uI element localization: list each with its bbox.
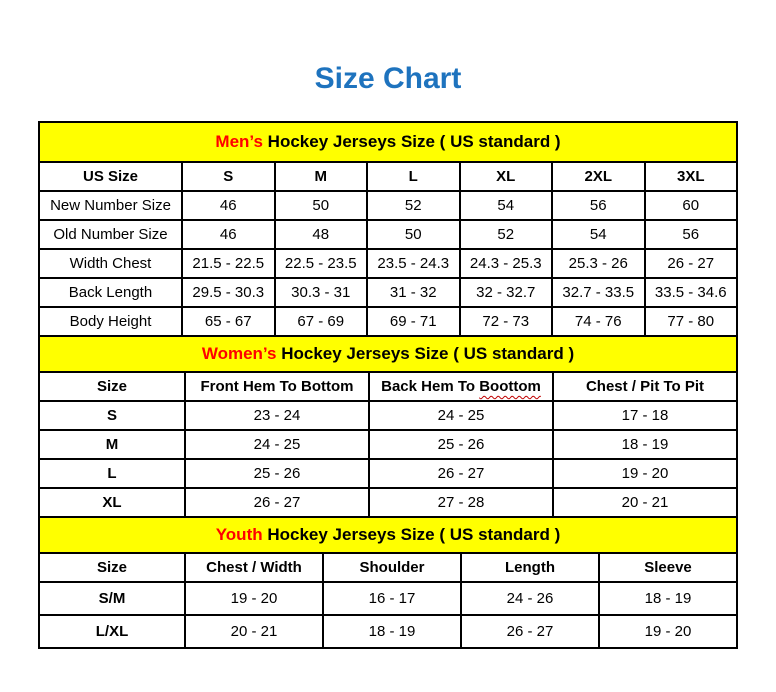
womens-row-label: L — [39, 459, 185, 488]
mens-column-header: 3XL — [645, 162, 738, 191]
mens-banner: Men’s Hockey Jerseys Size ( US standard ) — [39, 122, 737, 162]
youth-row-label: S/M — [39, 582, 185, 615]
page-title: Size Chart — [314, 62, 462, 95]
mens-column-header: XL — [460, 162, 553, 191]
mens-cell-value: 65 - 67 — [182, 307, 275, 336]
mens-row-label: Back Length — [39, 278, 182, 307]
mens-row-label: Width Chest — [39, 249, 182, 278]
womens-cell-value: 23 - 24 — [185, 401, 369, 430]
youth-banner: Youth Hockey Jerseys Size ( US standard ) — [39, 517, 737, 553]
womens-row-label: M — [39, 430, 185, 459]
womens-cell-value: 19 - 20 — [553, 459, 737, 488]
womens-row-label: S — [39, 401, 185, 430]
youth-banner-highlight: Youth — [215, 525, 263, 544]
size-chart-page — [0, 62, 776, 649]
mens-cell-value: 50 — [275, 191, 368, 220]
youth-column-header: Sleeve — [599, 553, 737, 582]
mens-cell-value: 30.3 - 31 — [275, 278, 368, 307]
mens-header-row — [39, 162, 737, 191]
youth-cell-value: 19 - 20 — [599, 615, 737, 648]
womens-cell-value: 24 - 25 — [185, 430, 369, 459]
mens-row — [39, 278, 737, 307]
youth-banner-row — [39, 517, 737, 553]
mens-cell-value: 22.5 - 23.5 — [275, 249, 368, 278]
womens-cell-value: 17 - 18 — [553, 401, 737, 430]
youth-row — [39, 615, 737, 648]
youth-row — [39, 582, 737, 615]
mens-row-label: Old Number Size — [39, 220, 182, 249]
youth-column-header: Shoulder — [323, 553, 461, 582]
mens-banner-highlight: Men’s — [215, 132, 263, 151]
mens-column-header: 2XL — [552, 162, 645, 191]
womens-row — [39, 401, 737, 430]
mens-row-label: New Number Size — [39, 191, 182, 220]
womens-cell-value: 18 - 19 — [553, 430, 737, 459]
womens-column-header: Chest / Pit To Pit — [553, 372, 737, 401]
mens-cell-value: 23.5 - 24.3 — [367, 249, 460, 278]
mens-row — [39, 307, 737, 336]
mens-row — [39, 249, 737, 278]
mens-size-table — [38, 121, 738, 337]
mens-cell-value: 54 — [552, 220, 645, 249]
womens-cell-value: 25 - 26 — [185, 459, 369, 488]
womens-cell-value: 24 - 25 — [369, 401, 553, 430]
womens-row — [39, 488, 737, 517]
youth-column-header: Chest / Width — [185, 553, 323, 582]
womens-cell-value: 25 - 26 — [369, 430, 553, 459]
youth-cell-value: 18 - 19 — [599, 582, 737, 615]
womens-size-table — [38, 335, 738, 518]
size-tables-container — [38, 121, 738, 649]
mens-cell-value: 32.7 - 33.5 — [552, 278, 645, 307]
womens-row — [39, 430, 737, 459]
mens-cell-value: 72 - 73 — [460, 307, 553, 336]
mens-cell-value: 46 — [182, 191, 275, 220]
youth-cell-value: 19 - 20 — [185, 582, 323, 615]
mens-cell-value: 33.5 - 34.6 — [645, 278, 738, 307]
mens-cell-value: 54 — [460, 191, 553, 220]
womens-cell-value: 27 - 28 — [369, 488, 553, 517]
mens-cell-value: 77 - 80 — [645, 307, 738, 336]
mens-cell-value: 31 - 32 — [367, 278, 460, 307]
womens-row-label: XL — [39, 488, 185, 517]
mens-banner-row — [39, 122, 737, 162]
womens-column-header: Size — [39, 372, 185, 401]
mens-cell-value: 29.5 - 30.3 — [182, 278, 275, 307]
mens-column-header: S — [182, 162, 275, 191]
mens-cell-value: 56 — [552, 191, 645, 220]
womens-cell-value: 20 - 21 — [553, 488, 737, 517]
youth-column-header: Size — [39, 553, 185, 582]
mens-cell-value: 52 — [367, 191, 460, 220]
mens-cell-value: 26 - 27 — [645, 249, 738, 278]
mens-cell-value: 60 — [645, 191, 738, 220]
mens-cell-value: 25.3 - 26 — [552, 249, 645, 278]
womens-banner-row — [39, 336, 737, 372]
mens-cell-value: 50 — [367, 220, 460, 249]
youth-header-row — [39, 553, 737, 582]
womens-cell-value: 26 - 27 — [185, 488, 369, 517]
womens-banner-highlight: Women’s — [201, 344, 277, 363]
youth-cell-value: 16 - 17 — [323, 582, 461, 615]
youth-row-label: L/XL — [39, 615, 185, 648]
mens-cell-value: 52 — [460, 220, 553, 249]
mens-column-header: M — [275, 162, 368, 191]
youth-cell-value: 26 - 27 — [461, 615, 599, 648]
mens-cell-value: 24.3 - 25.3 — [460, 249, 553, 278]
mens-cell-value: 69 - 71 — [367, 307, 460, 336]
mens-column-header: L — [367, 162, 460, 191]
mens-cell-value: 74 - 76 — [552, 307, 645, 336]
mens-cell-value: 32 - 32.7 — [460, 278, 553, 307]
mens-row-label: Body Height — [39, 307, 182, 336]
misspelled-word: Boottom — [479, 378, 541, 395]
mens-column-header: US Size — [39, 162, 182, 191]
mens-cell-value: 67 - 69 — [275, 307, 368, 336]
youth-column-header: Length — [461, 553, 599, 582]
mens-cell-value: 56 — [645, 220, 738, 249]
mens-row — [39, 191, 737, 220]
womens-header-row — [39, 372, 737, 401]
womens-column-header: Front Hem To Bottom — [185, 372, 369, 401]
youth-cell-value: 24 - 26 — [461, 582, 599, 615]
womens-banner: Women’s Hockey Jerseys Size ( US standard ) — [39, 336, 737, 372]
youth-cell-value: 20 - 21 — [185, 615, 323, 648]
womens-column-header: Back Hem To Boottom — [369, 372, 553, 401]
mens-cell-value: 46 — [182, 220, 275, 249]
youth-cell-value: 18 - 19 — [323, 615, 461, 648]
youth-size-table — [38, 516, 738, 649]
mens-row — [39, 220, 737, 249]
mens-cell-value: 21.5 - 22.5 — [182, 249, 275, 278]
womens-row — [39, 459, 737, 488]
mens-cell-value: 48 — [275, 220, 368, 249]
womens-cell-value: 26 - 27 — [369, 459, 553, 488]
